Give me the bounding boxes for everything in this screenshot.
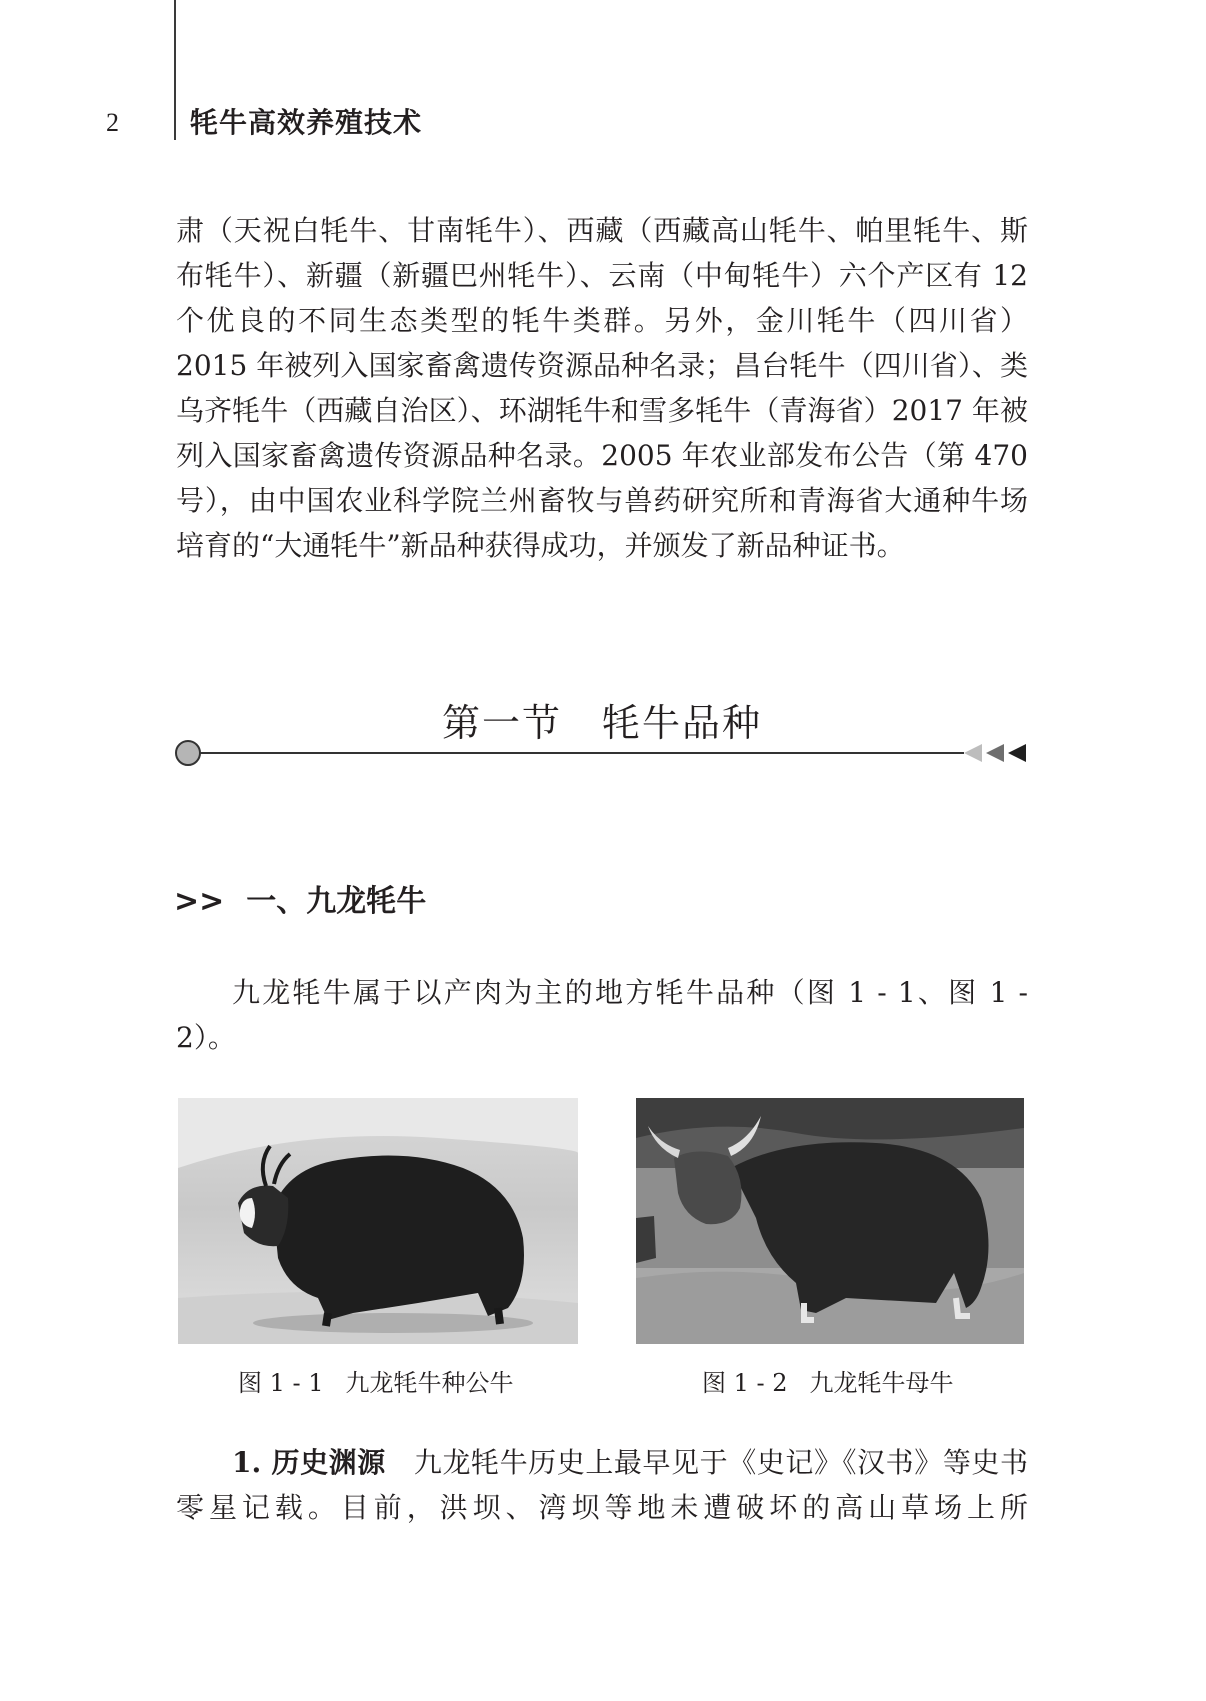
rule-triangle-icon (1008, 744, 1026, 762)
figure-caption-1 (238, 1368, 514, 1398)
paragraph-text: 九龙牦牛历史上最早见于《史记》《汉书》等史书零星记载。目前，洪坝、湾坝等地未遭破坏的高山草场上所 (176, 1446, 1028, 1524)
rule-circle-icon (176, 741, 200, 765)
figure-caption-2 (702, 1368, 954, 1398)
page-number: 2 (106, 108, 119, 137)
header-vertical-rule (174, 0, 176, 140)
double-chevron-icon: >> (174, 884, 225, 919)
subsection-title: 一、九龙牦牛 (246, 884, 427, 919)
section-title-rule (174, 738, 1034, 768)
figure-yak-cow-photo (636, 1098, 1024, 1344)
figure-number: 图 1 - 2 (702, 1369, 788, 1397)
subsection-heading (174, 882, 426, 922)
figure-yak-bull-photo (178, 1098, 578, 1344)
rule-triangle-icon (964, 744, 982, 762)
section-title: 第一节 牦牛品种 (441, 701, 762, 745)
running-title: 牦牛高效养殖技术 (190, 106, 423, 139)
figure-number: 图 1 - 1 (238, 1369, 324, 1397)
figure-caption-text: 九龙牦牛母牛 (809, 1369, 954, 1397)
body-paragraph-3 (176, 1440, 1028, 1530)
figure-caption-text: 九龙牦牛种公牛 (345, 1369, 514, 1397)
rule-triangle-icon (986, 744, 1004, 762)
body-paragraph-2: 九龙牦牛属于以产肉为主的地方牦牛品种（图 1 - 1、图 1 - 2）。 (176, 976, 1028, 1054)
body-paragraph-1: 肃（天祝白牦牛、甘南牦牛）、西藏（西藏高山牦牛、帕里牦牛、斯布牦牛）、新疆（新疆巴州牦牛）、云南（中甸牦牛）六个产区有 12 个优良的不同生态类型的牦牛类群。另外，金川牦牛（四川省）2015 年被列入国家畜禽遗传资源品种名录；昌台牦牛（四川省）、类乌齐牦牛（西藏自治区）、环湖牦牛和雪多牦牛（青海省）2017 年被列入国家畜禽遗传资源品种名录。2005 年农业部发布公告（第 470 号），由中国农业科学院兰州畜牧与兽药研究所和青海省大通种牛场培育的“大通牦牛”新品种获得成功，并颁发了新品种证书。 (176, 214, 1028, 562)
paragraph-lead-heading: 1. 历史渊源 (232, 1446, 386, 1479)
